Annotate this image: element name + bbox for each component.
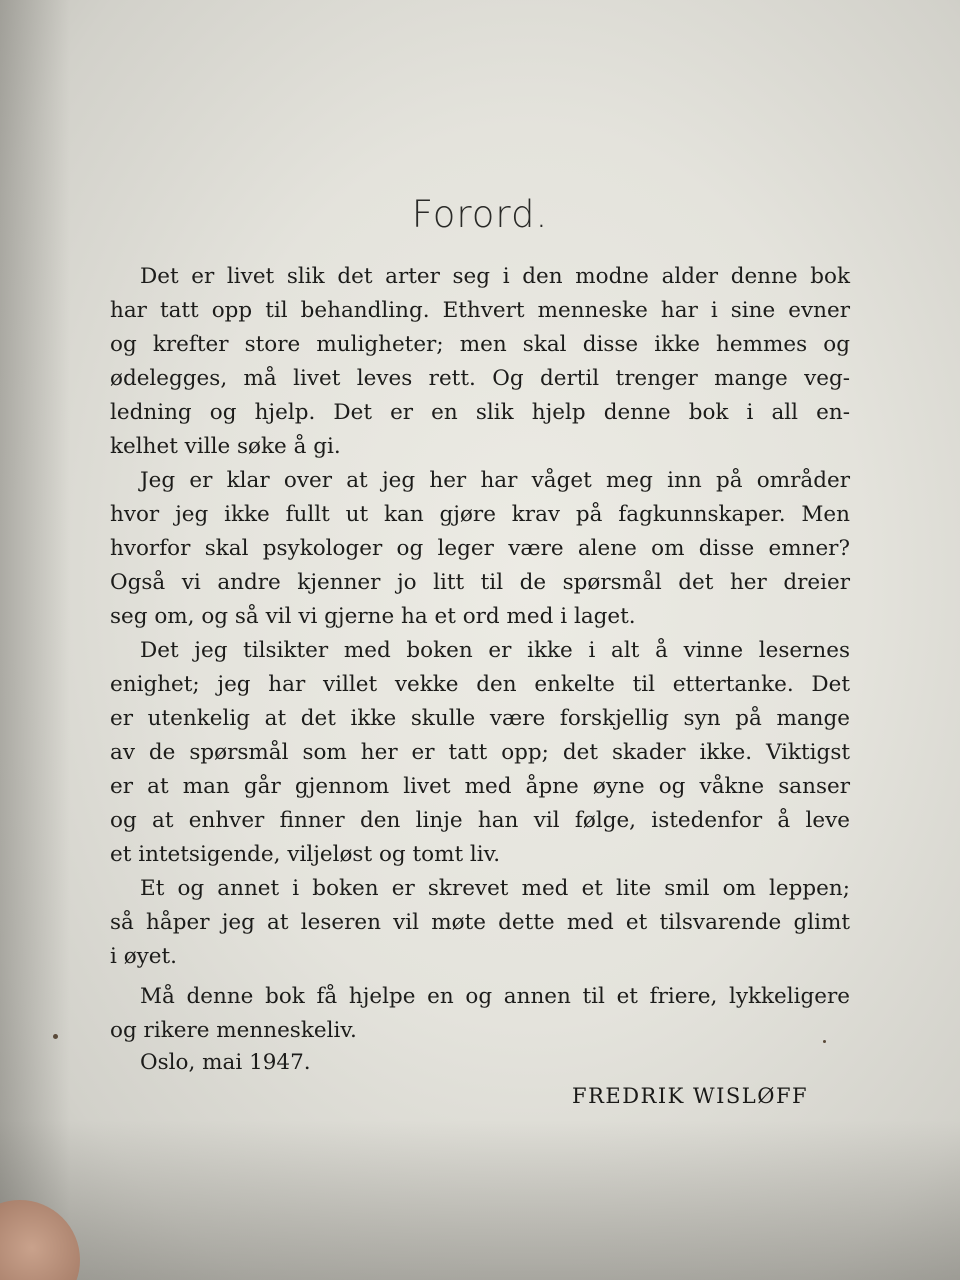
place-date: Oslo, mai 1947. (140, 1050, 311, 1075)
text-line: Må denne bok få hjelpe en og annen til et friere, lykkeligere (140, 984, 850, 1009)
text-line: Jeg er klar over at jeg her har våget meg inn på områder (140, 468, 850, 493)
text-line: av de spørsmål som her er tatt opp; det skader ikke. Viktigst (110, 740, 850, 765)
text-line: Det jeg tilsikter med boken er ikke i alt å vinne lesernes (140, 638, 850, 663)
page-shadow-left (0, 0, 70, 1280)
text-line: og rikere menneskeliv. (110, 1018, 357, 1043)
text-line: ødelegges, må livet leves rett. Og dertil trenger mange veg- (110, 366, 850, 391)
text-line: og krefter store muligheter; men skal disse ikke hemmes og (110, 332, 850, 357)
text-line: og at enhver finner den linje han vil følge, istedenfor å leve (110, 808, 850, 833)
text-line: hvor jeg ikke fullt ut kan gjøre krav på fagkunnskaper. Men (110, 502, 850, 527)
paper-speck (53, 1034, 58, 1039)
text-line: seg om, og så vil vi gjerne ha et ord med i laget. (110, 604, 636, 629)
text-line: kelhet ville søke å gi. (110, 434, 341, 459)
text-line: så håper jeg at leseren vil møte dette med et tilsvarende glimt (110, 910, 850, 935)
page-title: Forord. (411, 193, 549, 236)
author-signature: FREDRIK WISLØFF (572, 1084, 809, 1108)
page-shadow-bottom (0, 1120, 960, 1280)
text-line: er at man går gjennom livet med åpne øyne og våkne sanser (110, 774, 850, 799)
text-line: Det er livet slik det arter seg i den modne alder denne bok (140, 264, 850, 289)
text-line: Også vi andre kjenner jo litt til de spørsmål det her dreier (110, 570, 850, 595)
text-line: har tatt opp til behandling. Ethvert menneske har i sine evner (110, 298, 850, 323)
text-line: et intetsigende, viljeløst og tomt liv. (110, 842, 501, 867)
text-line: ledning og hjelp. Det er en slik hjelp denne bok i all en- (110, 400, 850, 425)
text-line: er utenkelig at det ikke skulle være forskjellig syn på mange (110, 706, 850, 731)
text-line: Et og annet i boken er skrevet med et lite smil om leppen; (140, 876, 850, 901)
text-line: hvorfor skal psykologer og leger være alene om disse emner? (110, 536, 850, 561)
text-line: enighet; jeg har villet vekke den enkelte til ettertanke. Det (110, 672, 850, 697)
finger-thumb (0, 1200, 80, 1280)
text-line: i øyet. (110, 944, 177, 969)
